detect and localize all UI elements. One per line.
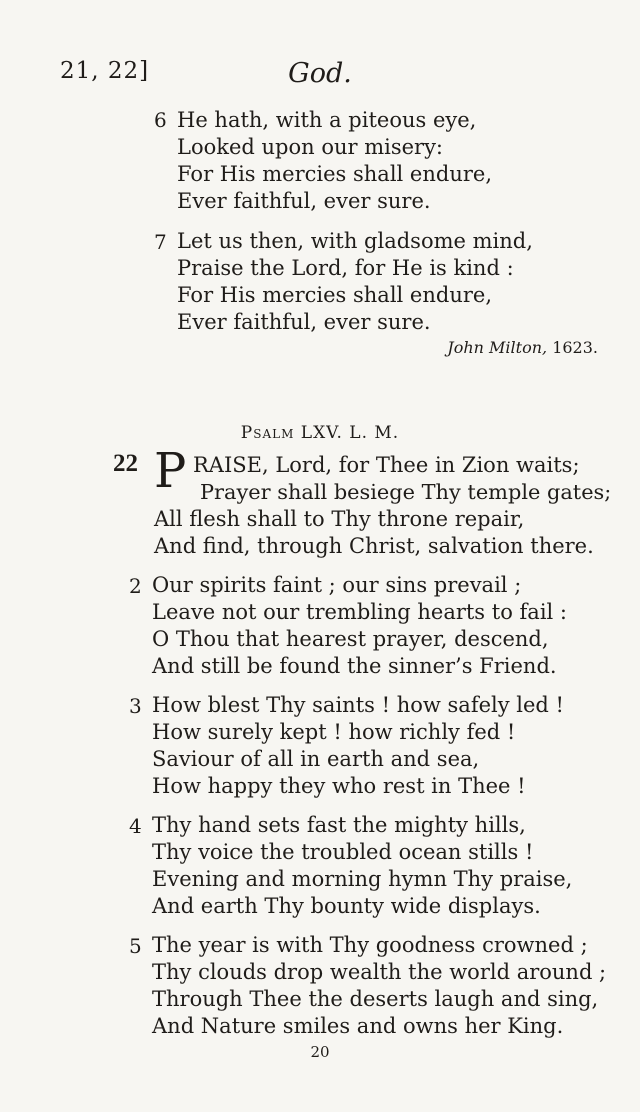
running-title: God. bbox=[288, 58, 352, 89]
verse-line: Prayer shall besiege Thy temple gates; bbox=[200, 480, 612, 504]
verse-line: RAISE, Lord, for Thee in Zion waits; bbox=[193, 453, 580, 477]
author-name: John Milton, bbox=[447, 338, 548, 357]
verse-line: Evening and morning hymn Thy praise, bbox=[152, 867, 573, 891]
verse-number: 6 bbox=[154, 108, 167, 132]
verse-line: Our spirits faint ; our sins prevail ; bbox=[152, 573, 522, 597]
drop-cap: P bbox=[154, 443, 187, 499]
verse-line: And earth Thy bounty wide displays. bbox=[152, 894, 541, 918]
verse-line: Through Thee the deserts laugh and sing, bbox=[152, 987, 599, 1011]
verse-line: He hath, with a piteous eye, bbox=[177, 108, 477, 132]
verse-line: How blest Thy saints ! how safely led ! bbox=[152, 693, 564, 717]
verse-line: For His mercies shall endure, bbox=[177, 283, 492, 307]
hymn-range: 21, 22] bbox=[60, 58, 150, 84]
verse-line: Praise the Lord, for He is kind : bbox=[177, 256, 514, 280]
verse-line: And still be found the sinner’s Friend. bbox=[152, 654, 557, 678]
verse-line: Ever faithful, ever sure. bbox=[177, 189, 431, 213]
verse-line: Ever faithful, ever sure. bbox=[177, 310, 431, 334]
hymn-number: 22 bbox=[113, 450, 138, 477]
verse-line: All flesh shall to Thy throne repair, bbox=[154, 507, 525, 531]
verse-line: Let us then, with gladsome mind, bbox=[177, 229, 533, 253]
verse-line: The year is with Thy goodness crowned ; bbox=[152, 933, 588, 957]
verse-number: 2 bbox=[129, 574, 142, 598]
author-year: 1623. bbox=[552, 338, 598, 357]
page-number: 20 bbox=[310, 1043, 330, 1061]
verse-number: 4 bbox=[129, 814, 142, 838]
verse-line: Thy hand sets fast the mighty hills, bbox=[152, 813, 526, 837]
verse-line: And Nature smiles and owns her King. bbox=[152, 1014, 564, 1038]
author-attribution bbox=[447, 338, 598, 357]
verse-line: Looked upon our misery: bbox=[177, 135, 444, 159]
psalm-number: LXV. bbox=[300, 423, 343, 443]
verse-number: 5 bbox=[129, 934, 142, 958]
verse-line: O Thou that hearest prayer, descend, bbox=[152, 627, 549, 651]
verse-line: For His mercies shall endure, bbox=[177, 162, 492, 186]
verse-line: Leave not our trembling hearts to fail : bbox=[152, 600, 567, 624]
verse-number: 3 bbox=[129, 694, 142, 718]
verse-line: How happy they who rest in Thee ! bbox=[152, 774, 526, 798]
verse-line: Thy voice the troubled ocean stills ! bbox=[152, 840, 534, 864]
verse-line: How surely kept ! how richly fed ! bbox=[152, 720, 516, 744]
verse-line: Thy clouds drop wealth the world around ; bbox=[152, 960, 607, 984]
verse-line: Saviour of all in earth and sea, bbox=[152, 747, 480, 771]
verse-line: And find, through Christ, salvation there. bbox=[154, 534, 594, 558]
verse-number: 7 bbox=[154, 230, 167, 254]
psalm-label: Psalm bbox=[240, 423, 295, 443]
metre: L. M. bbox=[349, 423, 400, 443]
running-head bbox=[0, 58, 640, 94]
psalm-heading bbox=[0, 423, 640, 443]
